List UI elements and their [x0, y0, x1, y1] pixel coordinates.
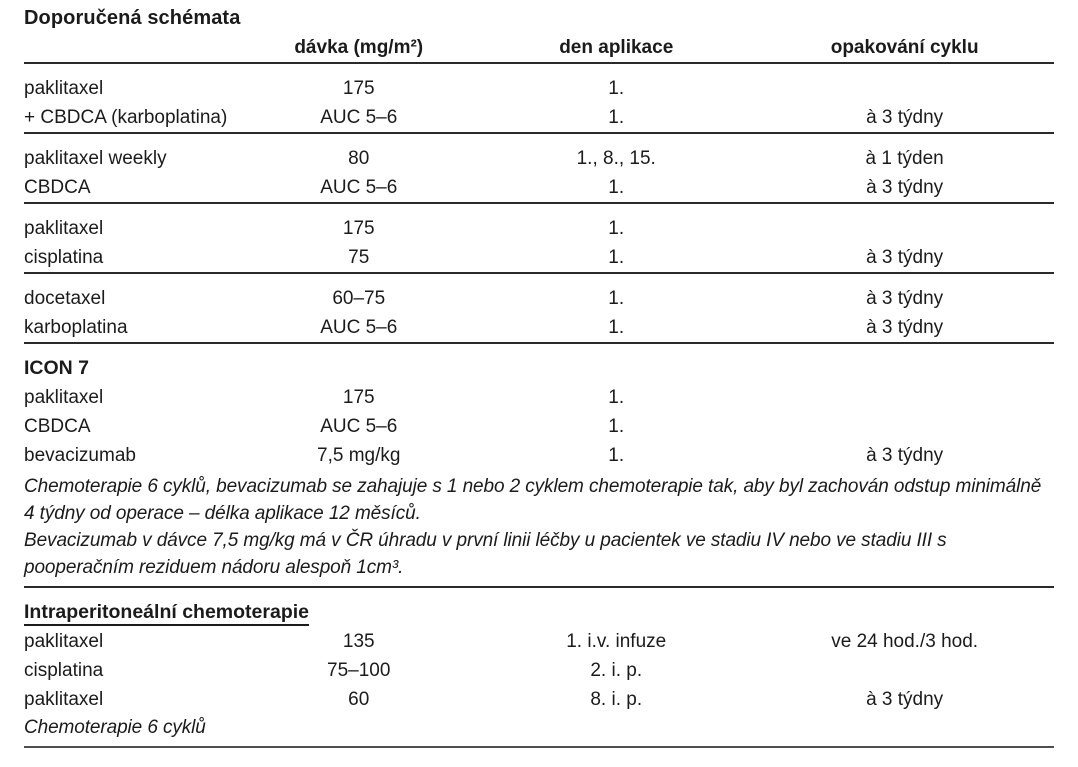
drug-cell: docetaxel: [24, 288, 106, 309]
drug-cell: karboplatina: [24, 313, 240, 343]
day-cell: 8. i. p.: [590, 689, 643, 710]
dose-cell: AUC 5–6: [320, 416, 398, 437]
drug-cell: CBDCA: [24, 416, 91, 437]
regimen-group-intraperitoneal: [24, 587, 1054, 747]
dose-cell: 60–75: [332, 288, 386, 309]
day-cell: 1.: [477, 103, 755, 133]
cycle-cell: ve 24 hod./3 hod.: [831, 631, 979, 652]
section-title: Intraperitoneální chemoterapie: [24, 601, 309, 626]
note-row: [24, 527, 1054, 587]
table-row: [24, 313, 1054, 343]
dose-cell: 75–100: [327, 660, 391, 681]
dose-cell: 75: [240, 243, 477, 273]
section-header-row: [24, 343, 1054, 383]
table-row: [24, 133, 1054, 173]
table-row: [24, 685, 1054, 714]
dose-cell: 80: [348, 148, 370, 169]
footnote-text: Chemoterapie 6 cyklů, bevacizumab se zahajuje s 1 nebo 2 cyklem chemoterapie tak, aby byl zachován odstup minimálně 4 týdny od operace – délka aplikace 12 měsíců.: [24, 476, 1042, 524]
dose-cell: AUC 5–6: [240, 173, 477, 203]
day-cell: 1.: [608, 445, 625, 466]
header-row: [24, 29, 1054, 63]
table-row: [24, 441, 1054, 470]
drug-cell: CBDCA: [24, 173, 240, 203]
dose-cell: 7,5 mg/kg: [317, 445, 401, 466]
cycle-cell: à 3 týdny: [866, 445, 944, 466]
dose-cell: 60: [348, 689, 370, 710]
table-header: [24, 29, 1054, 63]
day-cell: 1.: [608, 78, 625, 99]
drug-cell: paklitaxel weekly: [24, 148, 167, 169]
table-row: [24, 273, 1054, 313]
page-title: Doporučená schémata: [24, 7, 241, 29]
section-header-row: [24, 587, 1054, 627]
col-header-day: den aplikace: [477, 29, 755, 63]
col-header-cycle: opakování cyklu: [755, 29, 1054, 63]
drug-cell: paklitaxel: [24, 78, 104, 99]
table-row: [24, 243, 1054, 273]
dose-cell: 135: [342, 631, 375, 652]
day-cell: 1. i.v. infuze: [566, 631, 667, 652]
regimen-group: [24, 63, 1054, 133]
table-row: [24, 412, 1054, 441]
regimen-group-icon7: [24, 343, 1054, 587]
dose-cell: AUC 5–6: [240, 313, 477, 343]
note-row: [24, 470, 1054, 527]
section-title: ICON 7: [24, 357, 90, 379]
note-row: [24, 714, 1054, 747]
dose-cell: 175: [342, 218, 375, 239]
drug-cell: + CBDCA (karboplatina): [24, 103, 240, 133]
table-row: [24, 63, 1054, 103]
cycle-cell: à 3 týdny: [755, 173, 1054, 203]
table-row: [24, 383, 1054, 412]
drug-cell: paklitaxel: [24, 689, 104, 710]
cycle-cell: à 1 týden: [865, 148, 944, 169]
day-cell: 1.: [477, 313, 755, 343]
day-cell: 2. i. p.: [590, 660, 643, 681]
regimen-group: [24, 203, 1054, 273]
footnote-text: Bevacizumab v dávce 7,5 mg/kg má v ČR úhradu v první linii léčby u pacientek ve stadiu IV nebo ve stadiu III s pooperačním reziduem nádoru alespoň 1cm³.: [24, 527, 1054, 587]
day-cell: 1., 8., 15.: [576, 148, 656, 169]
table-row: [24, 203, 1054, 243]
cycle-cell: à 3 týdny: [755, 103, 1054, 133]
drug-cell: cisplatina: [24, 660, 104, 681]
regimen-group: [24, 133, 1054, 203]
drug-cell: paklitaxel: [24, 631, 104, 652]
day-cell: 1.: [477, 173, 755, 203]
day-cell: 1.: [608, 416, 625, 437]
cycle-cell: [755, 63, 1054, 103]
day-cell: 1.: [477, 243, 755, 273]
drug-cell: cisplatina: [24, 243, 240, 273]
drug-cell: paklitaxel: [24, 387, 104, 408]
cycle-cell: à 3 týdny: [866, 288, 944, 309]
table-row: [24, 173, 1054, 203]
cycle-cell: [755, 412, 1054, 441]
day-cell: 1.: [608, 218, 625, 239]
cycle-cell: [755, 656, 1054, 685]
table-row: [24, 103, 1054, 133]
drug-cell: bevacizumab: [24, 445, 136, 466]
day-cell: 1.: [608, 387, 625, 408]
cycle-cell: à 3 týdny: [866, 689, 944, 710]
regimen-table: [24, 29, 1054, 748]
dose-cell: 175: [342, 387, 375, 408]
cycle-cell: [755, 383, 1054, 412]
cycle-cell: [755, 203, 1054, 243]
dose-cell: 175: [342, 78, 375, 99]
day-cell: 1.: [608, 288, 625, 309]
dose-cell: AUC 5–6: [240, 103, 477, 133]
table-row: [24, 627, 1054, 656]
col-header-dose: dávka (mg/m²): [240, 29, 477, 63]
col-header-empty: [24, 29, 240, 63]
table-row: [24, 656, 1054, 685]
footnote-text: Chemoterapie 6 cyklů: [24, 714, 1054, 747]
drug-cell: paklitaxel: [24, 218, 104, 239]
cycle-cell: à 3 týdny: [755, 313, 1054, 343]
regimen-group: [24, 273, 1054, 343]
cycle-cell: à 3 týdny: [755, 243, 1054, 273]
